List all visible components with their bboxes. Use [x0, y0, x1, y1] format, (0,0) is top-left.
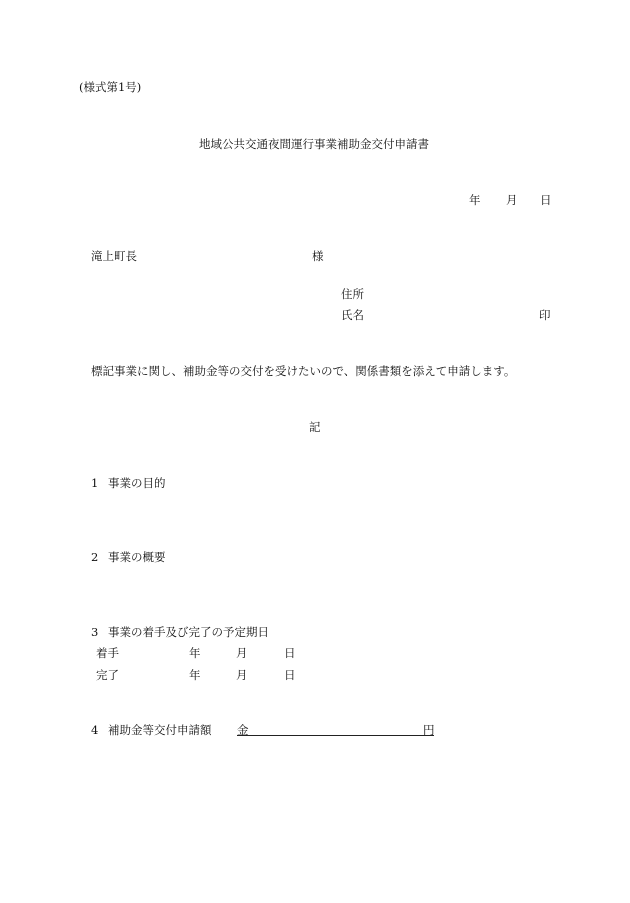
- amount-underline: [237, 735, 434, 736]
- start-day: 日: [284, 646, 296, 660]
- amount-prefix: 金: [237, 723, 249, 737]
- item-4-number: 4: [91, 723, 99, 737]
- item-1-number: 1: [91, 476, 99, 490]
- item-3-label: 事業の着手及び完了の予定期日: [108, 625, 269, 639]
- date-day: 日: [540, 193, 552, 207]
- item-2-label: 事業の概要: [108, 550, 166, 564]
- applicant-name-label: 氏名: [341, 308, 364, 322]
- applicant-address-label: 住所: [341, 287, 364, 301]
- end-label: 完了: [96, 668, 119, 682]
- date-month: 月: [506, 193, 518, 207]
- amount-suffix: 円: [423, 723, 435, 737]
- end-day: 日: [284, 668, 296, 682]
- body-text: 標記事業に関し、補助金等の交付を受けたいので、関係書類を添えて申請します。: [91, 364, 516, 378]
- item-1-label: 事業の目的: [108, 476, 166, 490]
- addressee-honorific: 様: [312, 249, 324, 263]
- seal-mark: 印: [539, 308, 551, 322]
- addressee-name: 滝上町長: [91, 249, 137, 263]
- ki-heading: 記: [309, 420, 321, 434]
- item-4-label: 補助金等交付申請額: [108, 723, 212, 737]
- form-number: (様式第1号): [79, 80, 142, 94]
- start-month: 月: [236, 646, 248, 660]
- end-year: 年: [189, 668, 201, 682]
- start-year: 年: [189, 646, 201, 660]
- item-2-number: 2: [91, 550, 99, 564]
- date-year: 年: [469, 193, 481, 207]
- end-month: 月: [236, 668, 248, 682]
- item-3-number: 3: [91, 625, 99, 639]
- start-label: 着手: [96, 646, 119, 660]
- form-title: 地域公共交通夜間運行事業補助金交付申請書: [199, 137, 429, 151]
